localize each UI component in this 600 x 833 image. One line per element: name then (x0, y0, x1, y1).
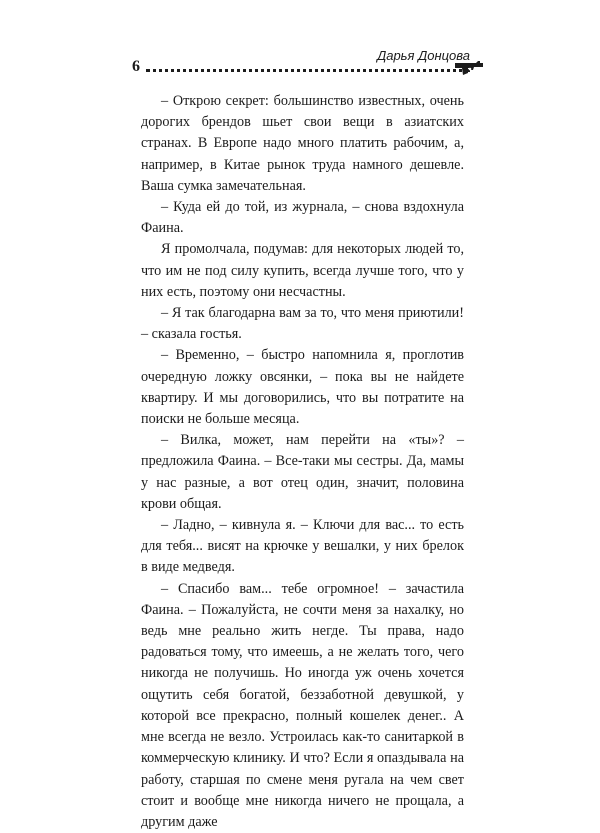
paragraph: Я промолчала, подумав: для некоторых людей то, что им не под силу купить, всегда лучше того, что у них есть, поэтому они несчастны. (141, 241, 464, 300)
paragraph: – Временно, – быстро напомнила я, проглотив очередную ложку овсянки, – пока вы не найдете квартиру. И мы договорились, что вы потратите на поиски не больше месяца. (141, 347, 464, 428)
running-head-author: Дарья Донцова (377, 48, 470, 63)
paragraph: – Вилка, может, нам перейти на «ты»? – предложила Фаина. – Все-таки мы сестры. Да, мамы у нас разные, а вот отец один, значит, половина крови общая. (141, 432, 464, 512)
dotted-rule (146, 69, 470, 72)
running-header (132, 46, 482, 76)
paragraph: – Ладно, – кивнула я. – Ключи для вас... то есть для тебя... висят на крючке у вешалки, у них брелок в виде медведя. (141, 517, 464, 576)
paragraph: – Я так благодарна вам за то, что меня приютили! – сказала гостья. (141, 305, 464, 343)
body-text (141, 91, 464, 833)
paragraph: – Открою секрет: большинство известных, очень дорогих брендов шьет свои вещи в азиатских странах. В Европе надо много платить рабочим, а, например, в Китае рынок труда намного дешевле. Ваша сумка замечательная. (141, 93, 464, 194)
page-number: 6 (132, 58, 140, 75)
paragraph: – Спасибо вам... тебе огромное! – зачастила Фаина. – Пожалуйста, не сочти меня за нахалку, но ведь мне реально жить негде. Ты права, надо радоваться тому, что имеешь, а не желать того, чего никогда не получишь. Но иногда уж очень хочется ощутить себя богатой, беззаботной девушкой, у которой все прекрасно, полный кошелек денег.. А мне всегда не везло. Устроилась как-то санитаркой в коммерческую клинику. И что? Если я опаздывала на работу, старшая по смене меня ругала на чем свет стоит и вообще мне никогда ничего не прощала, а другим даже (141, 580, 464, 830)
paragraph: – Куда ей до той, из журнала, – снова вздохнула Фаина. (141, 199, 464, 237)
pistol-icon (454, 60, 484, 76)
